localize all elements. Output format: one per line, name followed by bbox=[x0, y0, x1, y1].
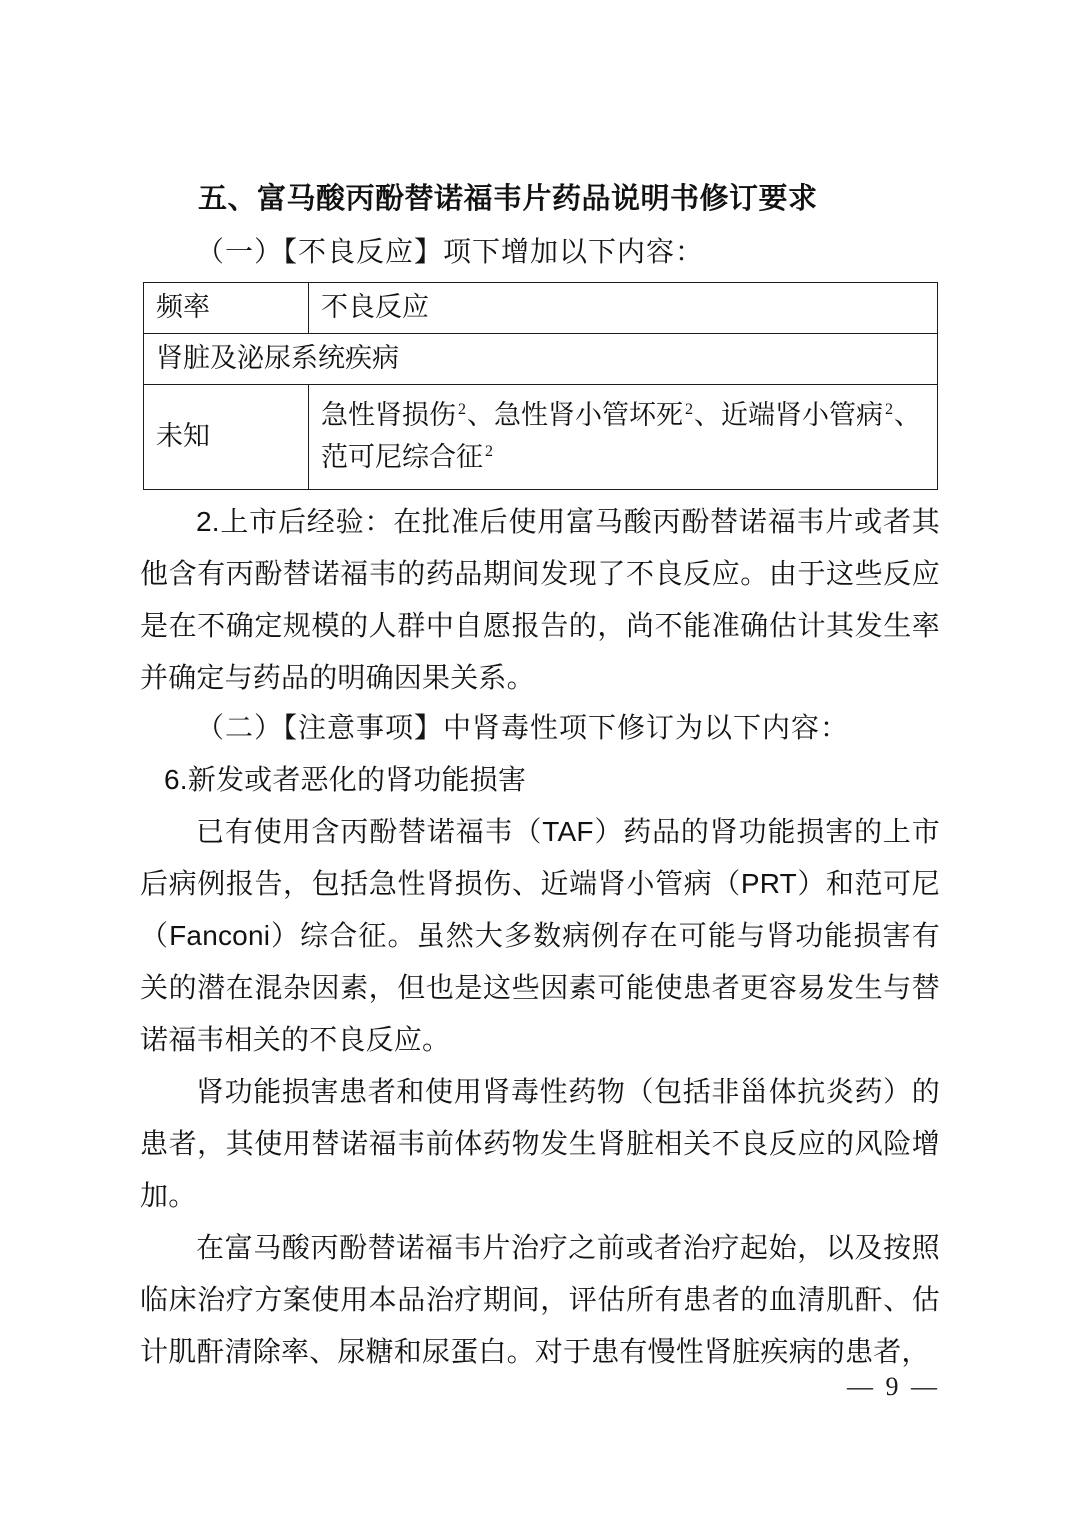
table-row-group bbox=[144, 333, 938, 384]
separator-2: 、 bbox=[694, 399, 721, 430]
table-row-header bbox=[144, 283, 938, 334]
footnote-marker-icon: 2 bbox=[485, 442, 493, 460]
table-cell-reactions bbox=[309, 384, 938, 489]
reaction-prt: 近端肾小管病 bbox=[721, 399, 883, 430]
footnote-marker-icon: 2 bbox=[885, 400, 893, 418]
subsection-one-heading: （一）【不良反应】项下增加以下内容： bbox=[196, 237, 705, 269]
table-cell-frequency: 未知 bbox=[144, 384, 309, 489]
table-header-frequency: 频率 bbox=[144, 283, 309, 334]
paragraph-monitoring: 在富马酸丙酚替诺福韦片治疗之前或者治疗起始，以及按照临床治疗方案使用本品治疗期间，评估所有患者的血清肌酐、估计肌酐清除率、尿糖和尿蛋白。对于患有慢性肾脏疾病的患者， bbox=[140, 1231, 940, 1367]
footnote-marker-icon: 2 bbox=[458, 400, 466, 418]
page-number: — 9 — bbox=[847, 1372, 940, 1401]
paragraph-risk: 肾功能损害患者和使用肾毒性药物（包括非甾体抗炎药）的患者，其使用替诺福韦前体药物发生肾脏相关不良反应的风险增加。 bbox=[140, 1075, 940, 1211]
reaction-aki: 急性肾损伤 bbox=[321, 399, 456, 430]
page-content bbox=[140, 178, 940, 1378]
adverse-reactions-table bbox=[143, 282, 938, 490]
footnote-marker-icon: 2 bbox=[685, 400, 693, 418]
table-group-label: 肾脏及泌尿系统疾病 bbox=[144, 333, 938, 384]
separator-3: 、 bbox=[894, 399, 921, 430]
table-row bbox=[144, 384, 938, 489]
item-6-title: 6.新发或者恶化的肾功能损害 bbox=[164, 763, 527, 795]
reaction-line-1 bbox=[321, 395, 925, 437]
paragraph-post-marketing: 2.上市后经验：在批准后使用富马酸丙酚替诺福韦片或者其他含有丙酚替诺福韦的药品期间发现了不良反应。由于这些反应是在不确定规模的人群中自愿报告的，尚不能准确估计其发生率并确定与药品的明确因果关系。 bbox=[140, 505, 940, 693]
reaction-line-2 bbox=[321, 437, 925, 479]
page-title: 五、富马酸丙酚替诺福韦片药品说明书修订要求 bbox=[198, 183, 818, 215]
adverse-reactions-table-wrapper bbox=[143, 282, 940, 490]
reaction-fanconi: 范可尼综合征 bbox=[321, 441, 483, 472]
subsection-two-heading: （二）【注意事项】中肾毒性项下修订为以下内容： bbox=[196, 712, 850, 744]
separator-1: 、 bbox=[467, 399, 494, 430]
table-header-reaction: 不良反应 bbox=[309, 283, 938, 334]
paragraph-taf-cases: 已有使用含丙酚替诺福韦（TAF）药品的肾功能损害的上市后病例报告，包括急性肾损伤、近端肾小管病（PRT）和范可尼（Fanconi）综合征。虽然大多数病例存在可能与肾功能损害有关的潜在混杂因素，但也是这些因素可能使患者更容易发生与替诺福韦相关的不良反应。 bbox=[140, 815, 940, 1055]
reaction-atn: 急性肾小管坏死 bbox=[494, 399, 683, 430]
